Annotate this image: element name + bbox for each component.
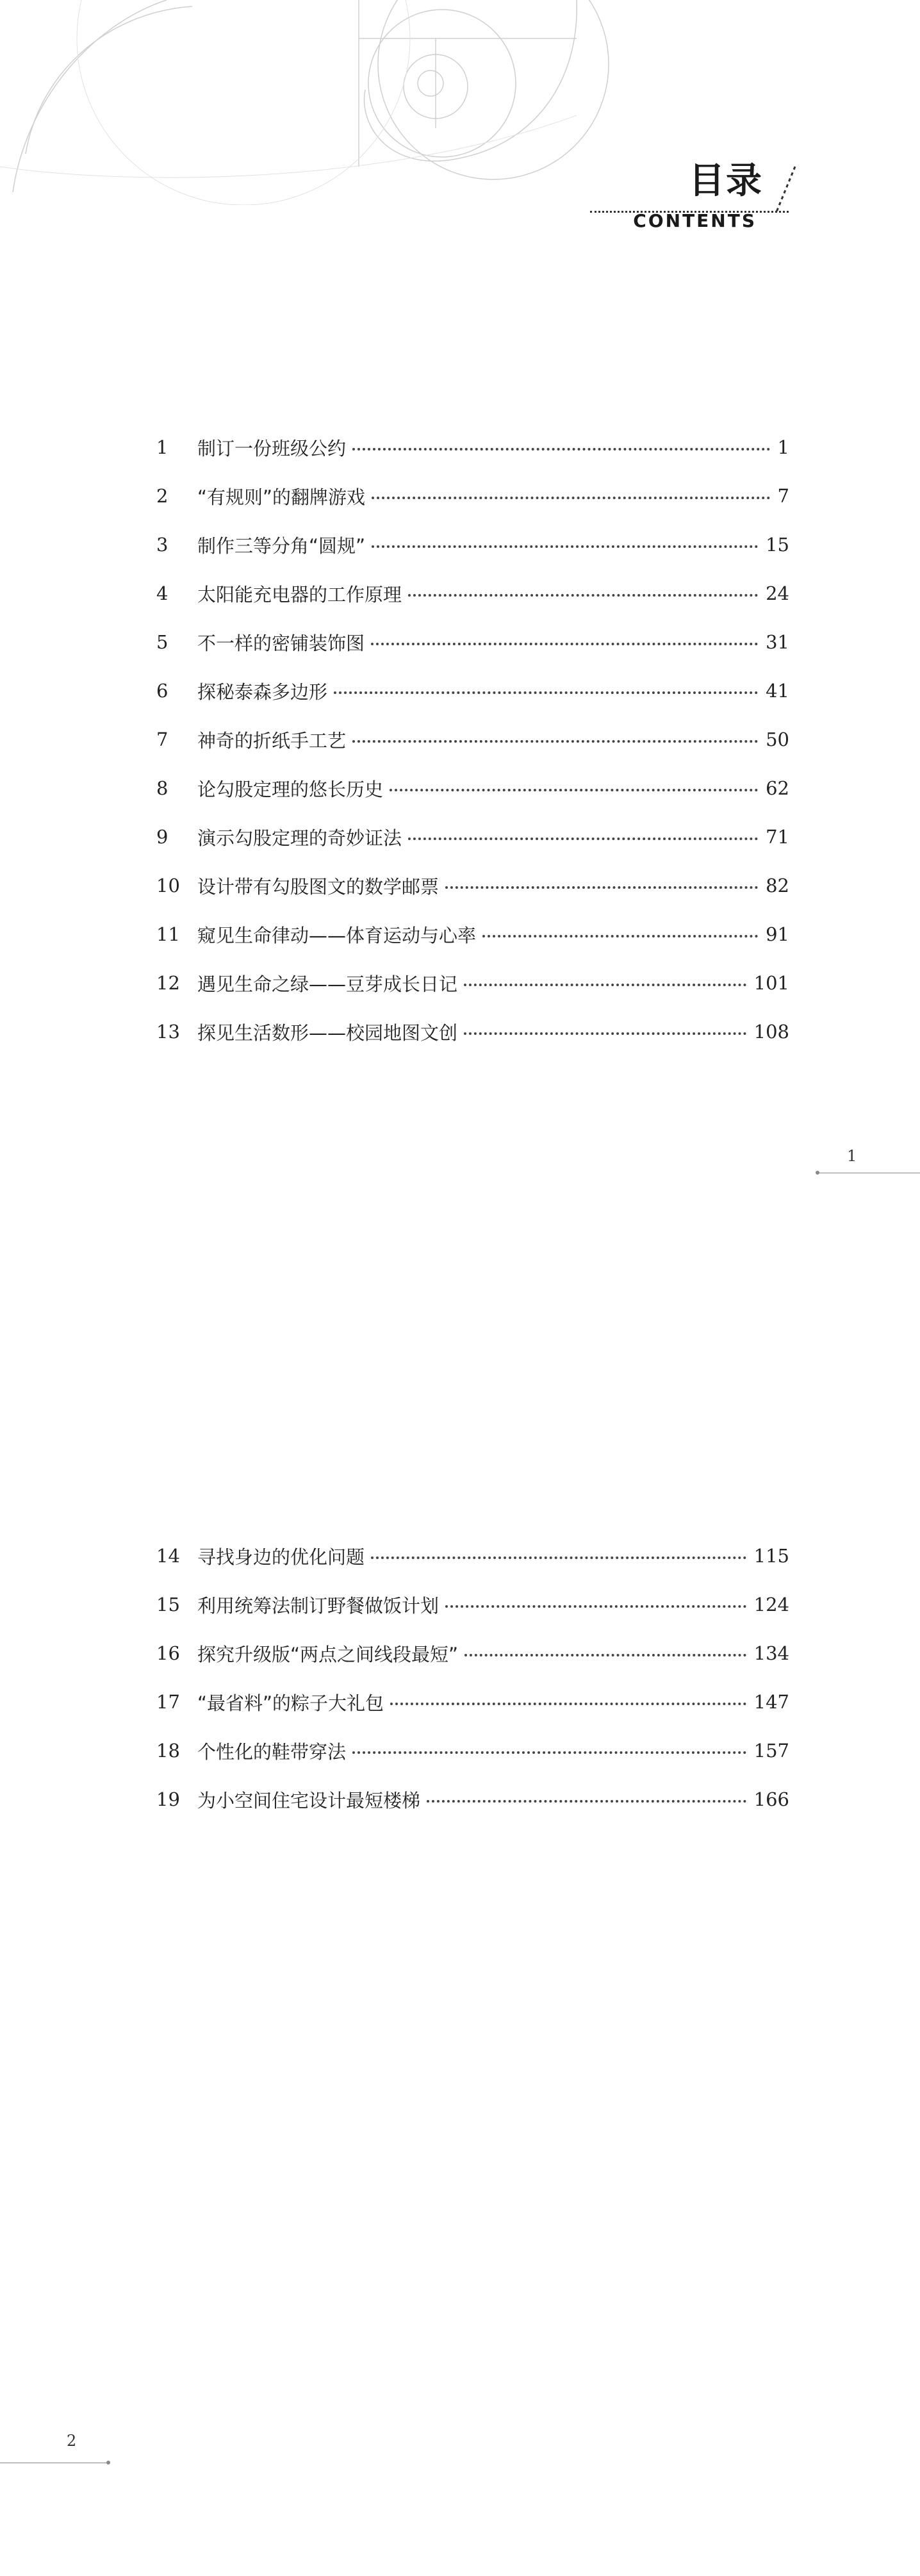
- toc-dot-leader: [352, 740, 758, 743]
- toc-entry[interactable]: [156, 1007, 789, 1056]
- toc-entry[interactable]: [156, 1726, 789, 1775]
- toc-dot-leader: [408, 594, 758, 597]
- toc-entry-page: 31: [766, 631, 789, 653]
- toc-entry[interactable]: [156, 666, 789, 715]
- toc-entry-title: 寻找身边的优化问题: [197, 1546, 365, 1568]
- toc-entry-page: 71: [766, 826, 789, 848]
- toc-entry-page: 7: [777, 485, 789, 507]
- heading-subtitle: CONTENTS: [633, 210, 757, 231]
- toc-entry-number: 6: [156, 680, 168, 702]
- toc-entry[interactable]: [156, 1678, 789, 1726]
- toc-entry-number: 12: [156, 972, 180, 994]
- contents-heading: [609, 160, 801, 231]
- toc-dot-leader: [371, 1556, 746, 1559]
- toc-entry-page: 15: [766, 534, 789, 556]
- toc-entry-number: 13: [156, 1021, 180, 1043]
- toc-entry-title: 制作三等分角“圆规”: [197, 534, 366, 557]
- toc-entry[interactable]: [156, 861, 789, 910]
- toc-entry-number: 7: [156, 729, 168, 750]
- page-number-2: 2: [67, 2432, 77, 2450]
- toc-entry-page: 1: [777, 436, 789, 458]
- toc-dot-leader: [352, 1751, 746, 1754]
- toc-entry-page: 82: [766, 875, 789, 896]
- toc-entry-number: 8: [156, 777, 168, 799]
- toc-entry-number: 5: [156, 631, 168, 653]
- toc-entry-number: 14: [156, 1545, 180, 1567]
- toc-entry[interactable]: [156, 715, 789, 764]
- toc-dot-leader: [464, 1032, 746, 1035]
- toc-entry[interactable]: [156, 1775, 789, 1824]
- toc-entry-number: 4: [156, 582, 168, 604]
- page-number-1: 1: [847, 1147, 857, 1165]
- toc-dot-leader: [464, 1654, 746, 1656]
- toc-entry-number: 2: [156, 485, 168, 507]
- toc-entry-page: 91: [766, 923, 789, 945]
- toc-entry-page: 50: [766, 729, 789, 750]
- toc-list-page1: [156, 423, 789, 1056]
- toc-dot-leader: [334, 691, 758, 694]
- toc-entry-title: “有规则”的翻牌游戏: [197, 486, 366, 508]
- toc-entry-number: 19: [156, 1788, 180, 1810]
- toc-entry-title: 太阳能充电器的工作原理: [197, 583, 402, 606]
- toc-dot-leader: [372, 497, 769, 499]
- toc-dot-leader: [390, 1703, 746, 1705]
- toc-entry[interactable]: [156, 1532, 789, 1580]
- toc-dot-leader: [427, 1800, 746, 1803]
- toc-entry-page: 101: [753, 972, 789, 994]
- folio-dot-1: [816, 1171, 819, 1175]
- folio-dot-2: [106, 2461, 110, 2465]
- toc-entry[interactable]: [156, 1629, 789, 1678]
- toc-entry-number: 17: [156, 1691, 180, 1713]
- toc-entry[interactable]: [156, 959, 789, 1007]
- toc-entry-number: 1: [156, 436, 168, 458]
- toc-entry-title: 设计带有勾股图文的数学邮票: [197, 875, 439, 898]
- heading-slash-decoration: [763, 163, 801, 215]
- toc-entry-title: 探见生活数形——校园地图文创: [197, 1021, 458, 1044]
- toc-entry[interactable]: [156, 472, 789, 520]
- toc-entry-number: 3: [156, 534, 168, 556]
- toc-entry[interactable]: [156, 618, 789, 666]
- toc-dot-leader: [482, 935, 758, 937]
- toc-entry-page: 41: [766, 680, 789, 702]
- toc-entry-number: 16: [156, 1642, 180, 1664]
- toc-entry-title: 为小空间住宅设计最短楼梯: [197, 1789, 421, 1812]
- toc-entry-number: 18: [156, 1740, 180, 1762]
- toc-entry-page: 108: [753, 1021, 789, 1043]
- toc-entry-page: 62: [766, 777, 789, 799]
- toc-entry[interactable]: [156, 1580, 789, 1629]
- toc-entry-page: 134: [753, 1642, 789, 1664]
- toc-dot-leader: [445, 886, 758, 889]
- toc-entry-title: “最省料”的粽子大礼包: [197, 1692, 384, 1714]
- toc-dot-leader: [445, 1605, 746, 1608]
- toc-entry-title: 不一样的密铺装饰图: [197, 632, 365, 654]
- toc-entry-title: 窥见生命律动——体育运动与心率: [197, 924, 477, 946]
- toc-entry-page: 124: [753, 1594, 789, 1615]
- toc-entry[interactable]: [156, 813, 789, 861]
- toc-entry[interactable]: [156, 569, 789, 618]
- toc-entry-title: 演示勾股定理的奇妙证法: [197, 827, 402, 849]
- toc-entry-title: 制订一份班级公约: [197, 437, 347, 459]
- toc-entry[interactable]: [156, 764, 789, 813]
- toc-entry-title: 神奇的折纸手工艺: [197, 729, 347, 752]
- toc-entry-title: 个性化的鞋带穿法: [197, 1740, 347, 1763]
- toc-entry-page: 147: [753, 1691, 789, 1713]
- toc-entry-number: 10: [156, 875, 180, 896]
- toc-entry-title: 探究升级版“两点之间线段最短”: [197, 1643, 459, 1665]
- toc-entry-page: 166: [753, 1788, 789, 1810]
- toc-entry-page: 24: [766, 582, 789, 604]
- toc-dot-leader: [464, 984, 746, 986]
- toc-dot-leader: [371, 643, 758, 645]
- toc-entry[interactable]: [156, 423, 789, 472]
- toc-dot-leader: [390, 789, 758, 791]
- toc-dot-leader: [372, 545, 758, 548]
- heading-title: 目录: [689, 160, 763, 202]
- toc-entry-number: 11: [156, 923, 180, 945]
- toc-entry-page: 115: [753, 1545, 789, 1567]
- toc-list-page2: [156, 1532, 789, 1824]
- toc-entry-title: 遇见生命之绿——豆芽成长日记: [197, 973, 458, 995]
- toc-entry-title: 论勾股定理的悠长历史: [197, 778, 384, 800]
- toc-entry-title: 利用统筹法制订野餐做饭计划: [197, 1594, 439, 1617]
- toc-dot-leader: [352, 448, 770, 450]
- toc-dot-leader: [408, 838, 758, 840]
- toc-entry[interactable]: [156, 910, 789, 959]
- toc-entry-title: 探秘泰森多边形: [197, 681, 328, 703]
- toc-entry-number: 15: [156, 1594, 180, 1615]
- toc-entry-number: 9: [156, 826, 168, 848]
- toc-entry[interactable]: [156, 520, 789, 569]
- toc-entry-page: 157: [753, 1740, 789, 1762]
